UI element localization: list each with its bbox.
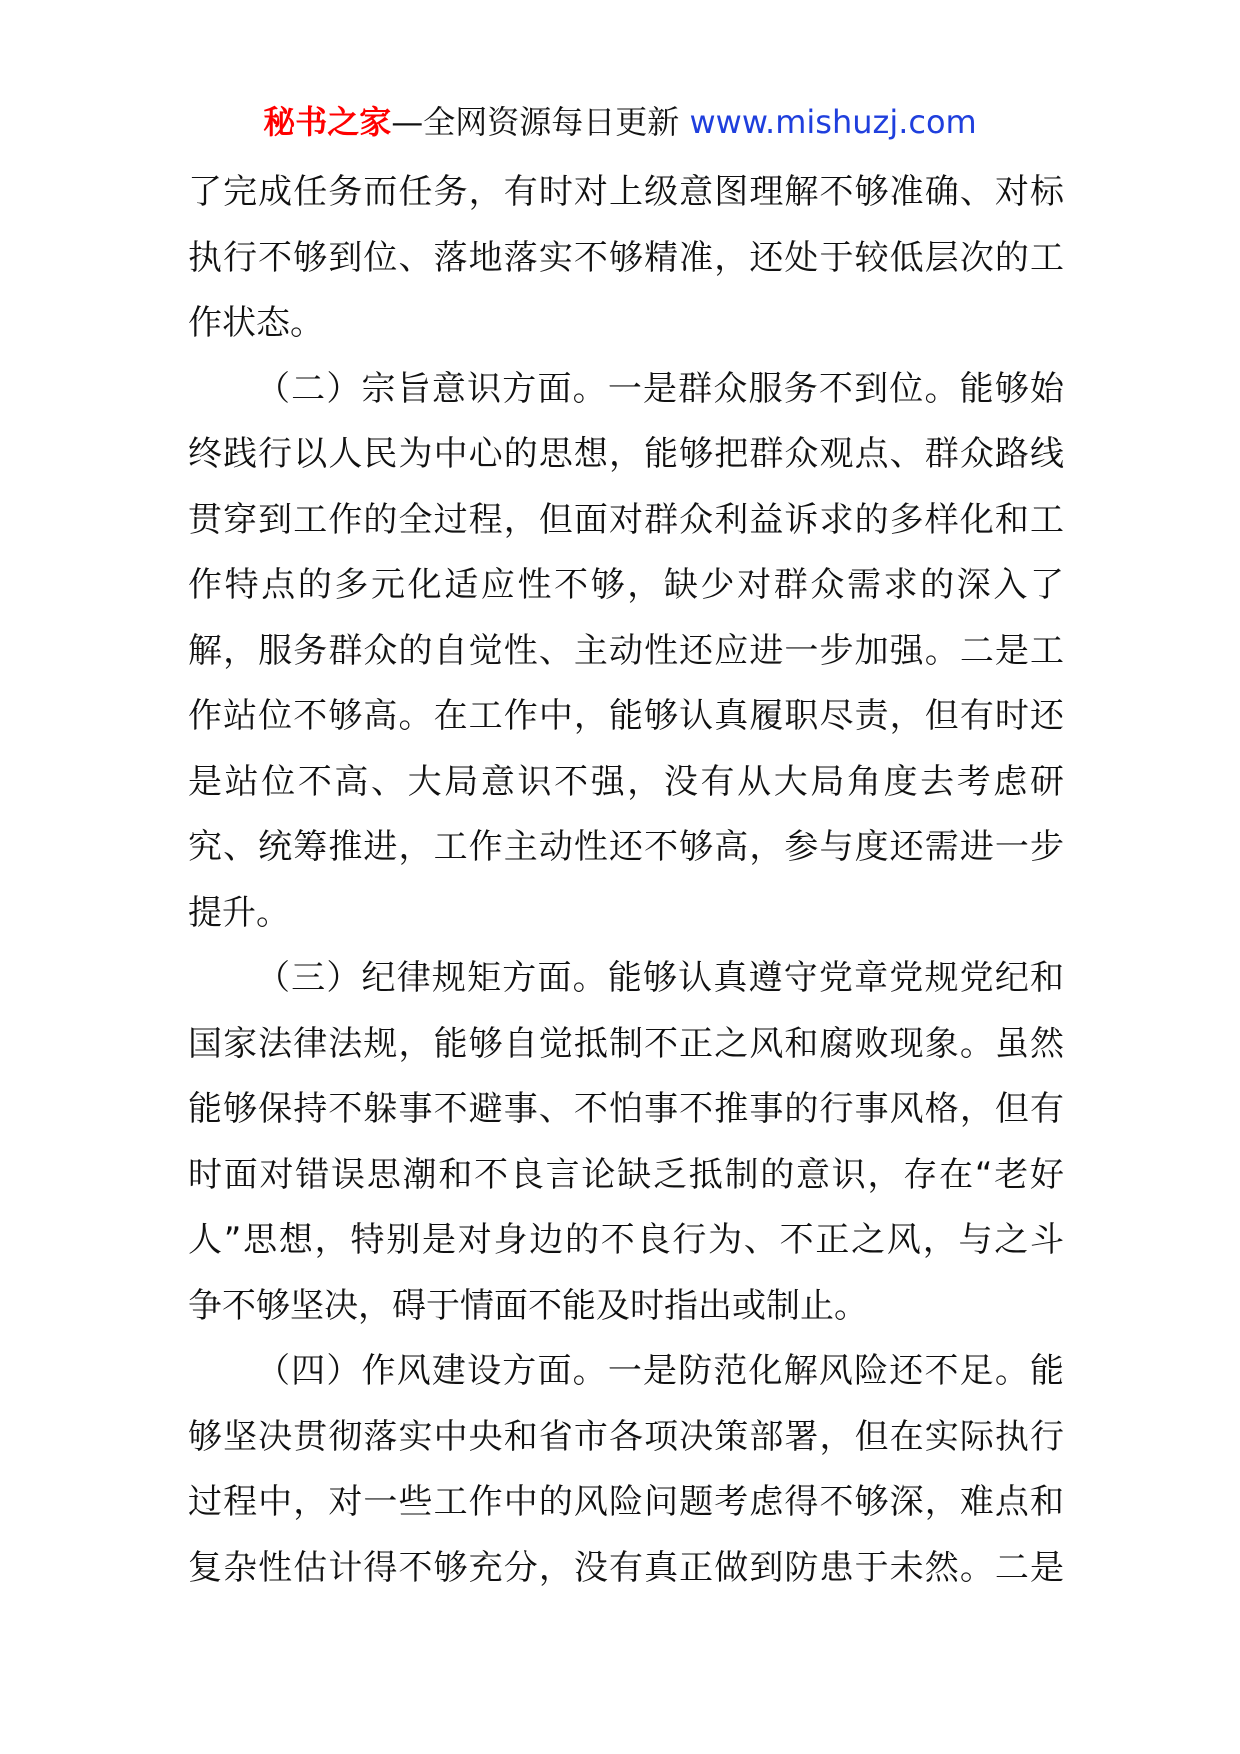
text-line: 贯穿到工作的全过程，但面对群众利益诉求的多样化和工 <box>188 499 1064 540</box>
text-line: 提升。 <box>188 892 290 933</box>
text-line: 人”思想，特别是对身边的不良行为、不正之风，与之斗 <box>188 1220 1064 1260</box>
text-line: 作特点的多元化适应性不够，缺少对群众需求的深入了 <box>188 565 1064 605</box>
text-line: 了完成任务而任务，有时对上级意图理解不够准确、对标 <box>188 172 1064 212</box>
header-brand: 秘书之家 <box>263 103 392 141</box>
header-url[interactable]: www.mishuzj.com <box>689 103 977 141</box>
text-line: （二）宗旨意识方面。一是群众服务不到位。能够始 <box>256 368 1064 409</box>
text-line: （三）纪律规矩方面。能够认真遵守党章党规党纪和 <box>256 958 1064 998</box>
text-line: 过程中，对一些工作中的风险问题考虑得不够深，难点和 <box>188 1482 1064 1522</box>
text-line: 国家法律法规，能够自觉抵制不正之风和腐败现象。虽然 <box>188 1023 1064 1064</box>
document-body <box>188 160 1064 1601</box>
text-line: 时面对错误思潮和不良言论缺乏抵制的意识，存在“老好 <box>188 1154 1064 1195</box>
header-tagline: —全网资源每日更新 <box>391 103 680 141</box>
text-line: 争不够坚决，碍于情面不能及时指出或制止。 <box>188 1285 868 1326</box>
text-line: 够坚决贯彻落实中央和省市各项决策部署，但在实际执行 <box>188 1416 1064 1457</box>
text-line: 解，服务群众的自觉性、主动性还应进一步加强。二是工 <box>188 630 1064 671</box>
text-line: 作站位不够高。在工作中，能够认真履职尽责，但有时还 <box>188 696 1064 736</box>
text-line: 作状态。 <box>188 303 324 343</box>
text-line: 执行不够到位、落地落实不够精准，还处于较低层次的工 <box>188 237 1064 278</box>
text-line: 终践行以人民为中心的思想，能够把群众观点、群众路线 <box>188 434 1064 474</box>
text-line: （四）作风建设方面。一是防范化解风险还不足。能 <box>256 1351 1064 1391</box>
page-header <box>0 100 1240 144</box>
text-line: 究、统筹推进，工作主动性还不够高，参与度还需进一步 <box>188 827 1064 867</box>
text-line: 复杂性估计得不够充分，没有真正做到防患于未然。二是 <box>188 1547 1064 1588</box>
text-line: 是站位不高、大局意识不强，没有从大局角度去考虑研 <box>188 761 1064 802</box>
text-line: 能够保持不躲事不避事、不怕事不推事的行事风格，但有 <box>188 1089 1064 1129</box>
